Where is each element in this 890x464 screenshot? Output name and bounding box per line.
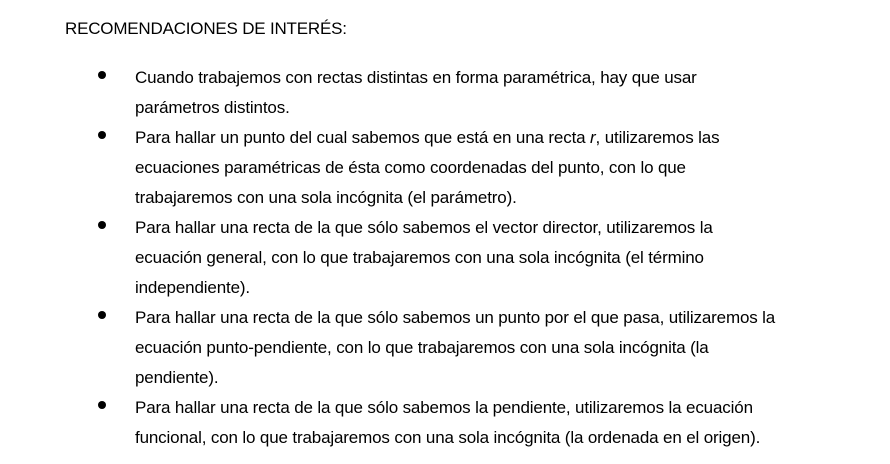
list-item-line: Para hallar una recta de la que sólo sabemos la pendiente, utilizaremos la ecuación	[135, 398, 753, 417]
list-item-text	[135, 393, 880, 453]
line-text: , utilizaremos las	[595, 128, 720, 147]
list-item-line: Cuando trabajemos con rectas distintas en forma paramétrica, hay que usar	[135, 68, 697, 87]
list-item-line: ecuación punto-pendiente, con lo que trabajaremos con una sola incógnita (la	[135, 338, 709, 357]
list-item-line: pendiente).	[135, 368, 219, 387]
recommendations-list	[0, 63, 890, 453]
list-item-line: parámetros distintos.	[135, 98, 290, 117]
list-item	[0, 303, 890, 393]
list-item-text	[135, 123, 880, 213]
italic-variable: r	[590, 128, 596, 147]
list-item-line: funcional, con lo que trabajaremos con una sola incógnita (la ordenada en el origen).	[135, 428, 761, 447]
list-item	[0, 213, 890, 303]
list-item	[0, 63, 890, 123]
bullet-icon	[98, 131, 106, 139]
list-item-line: independiente).	[135, 278, 250, 297]
section-heading: RECOMENDACIONES DE INTERÉS:	[65, 19, 347, 38]
list-item-line: ecuaciones paramétricas de ésta como coordenadas del punto, con lo que	[135, 158, 686, 177]
line-text: Para hallar un punto del cual sabemos que está en una recta	[135, 128, 591, 147]
bullet-icon	[98, 401, 106, 409]
list-item-line	[135, 123, 880, 153]
list-item	[0, 393, 890, 453]
list-item-text	[135, 63, 880, 123]
list-item	[0, 123, 890, 213]
list-item-text	[135, 213, 880, 303]
list-item-line: Para hallar una recta de la que sólo sabemos el vector director, utilizaremos la	[135, 218, 713, 237]
bullet-icon	[98, 221, 106, 229]
list-item-text	[135, 303, 880, 393]
list-item-line: ecuación general, con lo que trabajaremos con una sola incógnita (el término	[135, 248, 704, 267]
bullet-icon	[98, 71, 106, 79]
bullet-icon	[98, 311, 106, 319]
list-item-line: trabajaremos con una sola incógnita (el parámetro).	[135, 188, 517, 207]
list-item-line: Para hallar una recta de la que sólo sabemos un punto por el que pasa, utilizaremos la	[135, 308, 776, 327]
